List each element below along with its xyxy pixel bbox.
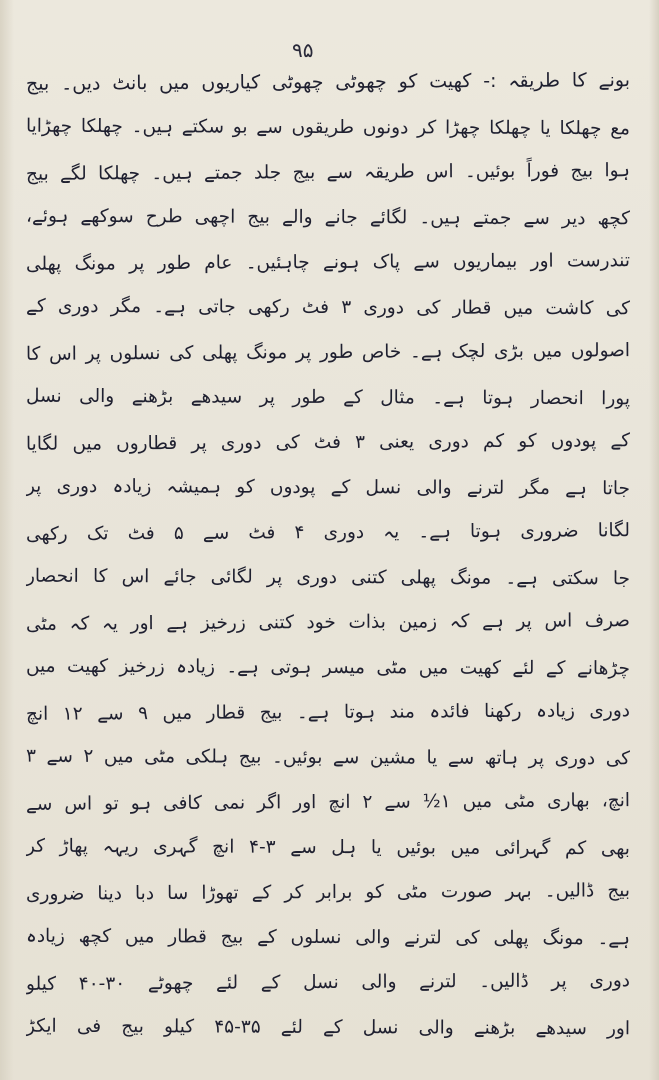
text-line: پورا انحصار ہوتا ہے۔ مثال کے طور پر سیدھے بڑھنے والی نسل [25, 385, 631, 410]
text-line: چڑھانے کے لئے کھیت میں مٹی میسر ہوتی ہے۔ زیادہ زرخیز کھیت میں [25, 655, 631, 680]
text-line: جا سکتی ہے۔ مونگ پھلی کتنی دوری پر لگائی جائے اس کا انحصار [25, 565, 631, 590]
text-line: بھی کم گہرائی میں بوئیں یا ہل سے ۳-۴ انچ گہری ریہہ پھاڑ کر [25, 835, 631, 860]
text-line: کی کاشت میں قطار کی دوری ۳ فٹ رکھی جاتی ہے۔ مگر دوری کے [25, 295, 631, 320]
text-line: انچ، بھاری مٹی میں ۱½ سے ۲ انچ اور اگر نمی کافی ہو تو اس سے [25, 790, 631, 815]
text-line: ہوا بیج فوراً بوئیں۔ اس طریقہ سے بیج جلد جمتے ہیں۔ چھلکا لگے بیج [25, 160, 631, 185]
page-number: ۹۵ [292, 38, 314, 62]
text-line: جاتا ہے مگر لترنے والی نسل کے پودوں کو ہمیشہ زیادہ دوری پر [25, 475, 631, 500]
text-line: دوری زیادہ رکھنا فائدہ مند ہوتا ہے۔ بیج قطار میں ۹ سے ۱۲ انچ [25, 700, 631, 725]
text-line: بونے کا طریقہ :- کھیت کو چھوٹی چھوٹی کیاریوں میں بانٹ دیں۔ بیج [25, 69, 631, 95]
text-line: کی دوری پر ہاتھ سے یا مشین سے بوئیں۔ بیج ہلکی مٹی میں ۲ سے ۳ [25, 745, 631, 770]
text-line: بیج ڈالیں۔ بہر صورت مٹی کو برابر کر کے تھوڑا سا دبا دینا ضروری [25, 880, 631, 905]
text-line: اور سیدھے بڑھنے والی نسل کے لئے ۳۵-۴۵ کیلو بیج فی ایکڑ [25, 1015, 631, 1040]
text-line: دوری پر ڈالیں۔ لترنے والی نسل کے لئے چھوٹے ۳۰-۴۰ کیلو [25, 970, 631, 995]
text-line: تندرست اور بیماریوں سے پاک ہونے چاہئیں۔ عام طور پر مونگ پھلی [25, 250, 631, 275]
handwritten-text-block [26, 60, 630, 1050]
text-line: صرف اس پر ہے کہ زمین بذات خود کتنی زرخیز ہے اور یہ کہ مٹی [25, 610, 631, 635]
text-line: مع چھلکا یا چھلکا چھڑا کر دونوں طریقوں سے بو سکتے ہیں۔ چھلکا چھڑایا [25, 115, 631, 140]
text-line: کچھ دیر سے جمتے ہیں۔ لگائے جانے والے بیج اچھی طرح سوکھے ہوئے، [25, 205, 631, 230]
text-line: اصولوں میں بڑی لچک ہے۔ خاص طور پر مونگ پھلی کی نسلوں پر اس کا [25, 340, 631, 365]
text-line: ہے۔ مونگ پھلی کی لترنے والی نسلوں کے بیج قطار میں کچھ زیادہ [25, 925, 631, 950]
text-line: لگانا ضروری ہوتا ہے۔ یہ دوری ۴ فٹ سے ۵ فٹ تک رکھی [25, 520, 631, 545]
text-line: کے پودوں کو کم دوری یعنی ۳ فٹ کی دوری پر قطاروں میں لگایا [25, 430, 631, 455]
